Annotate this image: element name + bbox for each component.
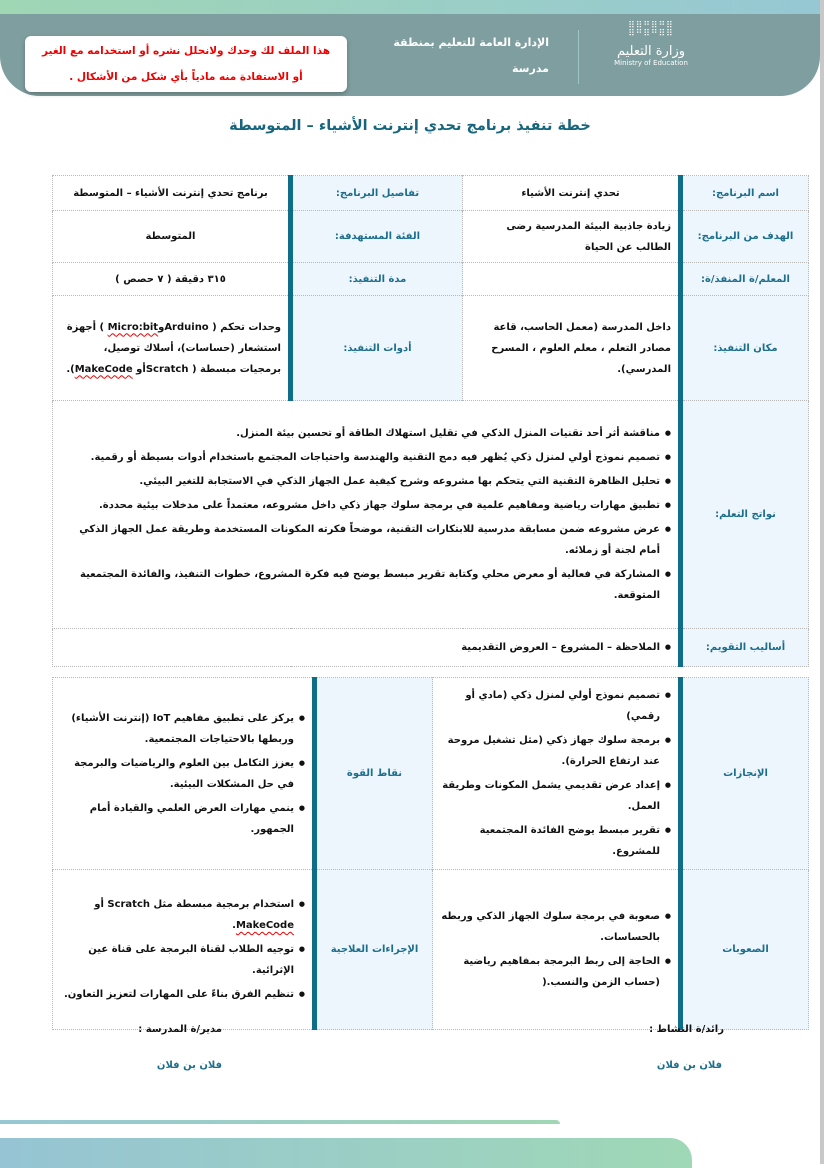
assessment-label: أساليب التقويم: — [681, 629, 809, 667]
list-item: ● مناقشة أثر أحد تقنيات المنزل الذكي في تقليل استهلاك الطاقة أو تحسين بيئة المنزل. — [60, 423, 671, 444]
list-item: ● يعزز التكامل بين العلوم والرياضيات والبرمجة في حل المشكلات البيئية. — [60, 753, 305, 795]
assessment-value — [53, 629, 681, 667]
place-value: داخل المدرسة (معمل الحاسب، قاعة مصادر التعلم ، معلم العلوم ، المسرح المدرسي). — [463, 296, 681, 401]
table-row — [53, 263, 809, 296]
tools-text: MakeCode — [74, 363, 133, 375]
remedial-text: . — [232, 920, 236, 931]
table-row — [53, 629, 809, 667]
principal-name: فلان بن فلان — [156, 1060, 222, 1071]
table-row — [53, 211, 809, 263]
target-value: المتوسطة — [53, 211, 291, 263]
remedial-list — [53, 870, 315, 1030]
remedial-label: الإجراءات العلاجية — [315, 870, 433, 1030]
warning-line: أو الاستفادة منه مادياً بأي شكل من الأشكال . — [69, 71, 303, 83]
outcomes-label: نواتج التعلم: — [681, 401, 809, 629]
page-title: خطة تنفيذ برنامج تحدي إنترنت الأشياء – المتوسطة — [229, 118, 591, 134]
table-row — [53, 870, 809, 1030]
list-item: ● الملاحظة – المشروع – العروض التقديمية — [60, 637, 671, 658]
list-item: ● الحاجة إلى ربط البرمجة بمفاهيم رياضية (حساب الزمن والنسب.( — [440, 951, 671, 993]
table-row — [53, 401, 809, 629]
remedial-text: MakeCode — [235, 920, 294, 931]
tools-text: Micro:bit — [107, 321, 159, 333]
remedial-text: استخدام برمجية مبسطة مثل Scratch أو — [94, 899, 294, 910]
list-item: ● يركز على تطبيق مفاهيم IoT (إنترنت الأشياء) وربطها بالاحتياجات المجتمعية. — [60, 708, 305, 750]
teacher-value — [463, 263, 681, 296]
results-table — [52, 677, 809, 1030]
list-item: ● إعداد عرض تقديمي يشمل المكونات وطريقة العمل. — [440, 775, 671, 817]
tools-text: ). — [66, 363, 75, 375]
duration-value: ٣١٥ دقيقة ( ٧ حصص ) — [53, 263, 291, 296]
list-item: ● تقرير مبسط يوضح الفائدة المجتمعية للمشروع. — [440, 820, 671, 862]
strengths-label: نقاط القوة — [315, 678, 433, 870]
list-item: ● تطبيق مهارات رياضية ومفاهيم علمية في برمجة سلوك جهاز ذكي داخل مشروعه، معتمداً على مدخلات بيئية محددة. — [60, 495, 671, 516]
ministry-logo — [606, 22, 696, 92]
list-item: ● ينمي مهارات العرض العلمي والقيادة أمام الجمهور. — [60, 798, 305, 840]
tools-label: أدوات التنفيذ: — [291, 296, 463, 401]
target-label: الفئة المستهدفة: — [291, 211, 463, 263]
list-item: ● عرض مشروعه ضمن مسابقة مدرسية للابتكارات التقنية، موضحاً فكرته المكونات المستخدمة وطريقة عمل الجهاز الذكي أمام لجنة أو زملائه. — [60, 519, 671, 561]
list-item: ● تصميم نموذج أولي لمنزل ذكي (مادي أو رقمي) — [440, 685, 671, 727]
list-item: ● برمجة سلوك جهاز ذكي (مثل تشغيل مروحة عند ارتفاع الحرارة). — [440, 730, 671, 772]
warning-line: هذا الملف لك وحدك ولانحلل نشره أو استخدامه مع الغير — [42, 45, 330, 57]
activity-leader-name: فلان بن فلان — [656, 1060, 722, 1071]
list-item: ● المشاركة في فعالية أو معرض محلي وكتابة تقرير مبسط يوضح فيه فكرة المشروع، خطوات التنفيذ، والفائدة المجتمعية المتوقعة. — [60, 564, 671, 606]
ministry-name-ar: وزارة التعليم — [616, 44, 686, 59]
logo-dots-icon: ⠿⠿⠛⠿⠛⠿ ⠿⠛⠿⠛⠿⠿ — [628, 21, 674, 39]
tools-text: ) أجهزة استشعار (حساسات)، أسلاك توصيل، برمجيات مبسطة ( Scratchأو — [66, 321, 281, 375]
directorate-label: الإدارة العامة للتعليم بمنطقة — [393, 36, 549, 49]
warning-box — [25, 36, 347, 92]
list-item: ● توجيه الطلاب لقناة البرمجة على قناة عين الإثرائية. — [60, 939, 305, 981]
difficulties-label: الصعوبات — [681, 870, 809, 1030]
list-item — [60, 894, 305, 936]
program-name-value: تحدي إنترنت الأشياء — [463, 176, 681, 211]
achievements-list — [433, 678, 681, 870]
program-details-label: تفاصيل البرنامج: — [291, 176, 463, 211]
goal-value: زيادة جاذبية البيئة المدرسية رضى الطالب عن الحياة — [463, 211, 681, 263]
difficulties-list — [433, 870, 681, 1030]
list-item: ● تصميم نموذج أولي لمنزل ذكي يُظهر فيه دمج التقنية والهندسة واحتياجات المجتمع باستخدام أدوات بسيطة أو رقمية. — [60, 447, 671, 468]
ministry-name-en: Ministry of Education — [614, 59, 688, 67]
table-row — [53, 296, 809, 401]
table-row — [53, 176, 809, 211]
list-item: ● تنظيم الفرق بناءً على المهارات لتعزيز التعاون. — [60, 984, 305, 1005]
duration-label: مدة التنفيذ: — [291, 263, 463, 296]
strengths-list — [53, 678, 315, 870]
place-label: مكان التنفيذ: — [681, 296, 809, 401]
footer-line — [0, 1120, 560, 1124]
scrollbar[interactable] — [820, 0, 824, 1164]
program-info-table — [52, 175, 809, 667]
tools-value — [53, 296, 291, 401]
teacher-label: المعلم/ة المنفذ/ة: — [681, 263, 809, 296]
achievements-label: الإنجازات — [681, 678, 809, 870]
tools-text: وحدات تحكم ( Arduinoو — [158, 321, 281, 333]
table-row — [53, 678, 809, 870]
principal-label: مدير/ة المدرسة : — [138, 1024, 222, 1035]
activity-leader-label: رائد/ة النشاط : — [649, 1024, 724, 1035]
program-details-value: برنامج تحدي إنترنت الأشياء – المتوسطة — [53, 176, 291, 211]
list-item: ● تحليل الظاهرة التقنية التي يتحكم بها مشروعه وشرح كيفية عمل الجهاز الذكي في الاستجابة للتغير البيئي. — [60, 471, 671, 492]
goal-label: الهدف من البرنامج: — [681, 211, 809, 263]
header-divider — [578, 30, 579, 84]
program-name-label: اسم البرنامج: — [681, 176, 809, 211]
school-label: مدرسة — [512, 62, 549, 75]
outcomes-list — [53, 401, 681, 629]
list-item: ● صعوبة في برمجة سلوك الجهاز الذكي وربطه بالحساسات. — [440, 906, 671, 948]
